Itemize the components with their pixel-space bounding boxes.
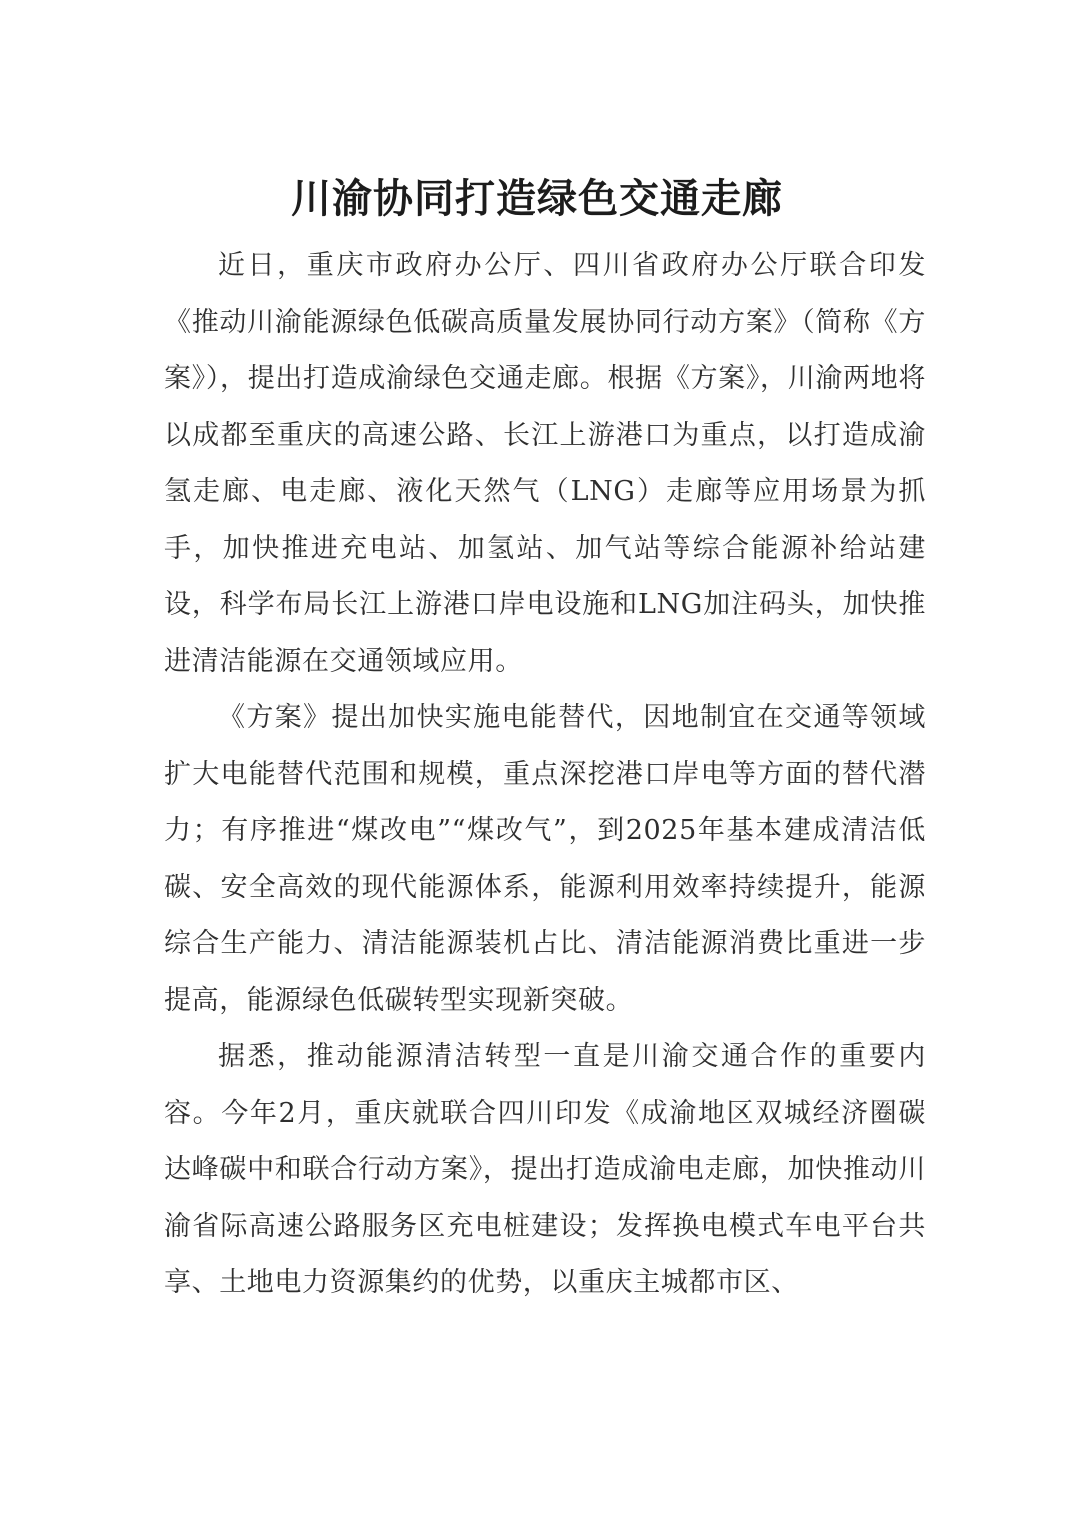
- article-body: [164, 238, 926, 1312]
- paragraph-2: 《方案》提出加快实施电能替代，因地制宜在交通等领域扩大电能替代范围和规模，重点深挖港口岸电等方面的替代潜力；有序推进“煤改电”“煤改气”，到2025年基本建成清洁低碳、安全高效的现代能源体系，能源利用效率持续提升，能源综合生产能力、清洁能源装机占比、清洁能源消费比重进一步提高，能源绿色低碳转型实现新突破。: [164, 702, 926, 1016]
- paragraph-1: 近日，重庆市政府办公厅、四川省政府办公厅联合印发《推动川渝能源绿色低碳高质量发展协同行动方案》（简称《方案》），提出打造成渝绿色交通走廊。根据《方案》，川渝两地将以成都至重庆的高速公路、长江上游港口为重点，以打造成渝氢走廊、电走廊、液化天然气（LNG）走廊等应用场景为抓手，加快推进充电站、加氢站、加气站等综合能源补给站建设，科学布局长江上游港口岸电设施和LNG加注码头，加快推进清洁能源在交通领域应用。: [164, 250, 926, 677]
- paragraph-3: 据悉，推动能源清洁转型一直是川渝交通合作的重要内容。今年2月，重庆就联合四川印发《成渝地区双城经济圈碳达峰碳中和联合行动方案》，提出打造成渝电走廊，加快推动川渝省际高速公路服务区充电桩建设；发挥换电模式车电平台共享、土地电力资源集约的优势，以重庆主城都市区、: [164, 1041, 926, 1298]
- article-title: 川渝协同打造绿色交通走廊: [291, 174, 783, 222]
